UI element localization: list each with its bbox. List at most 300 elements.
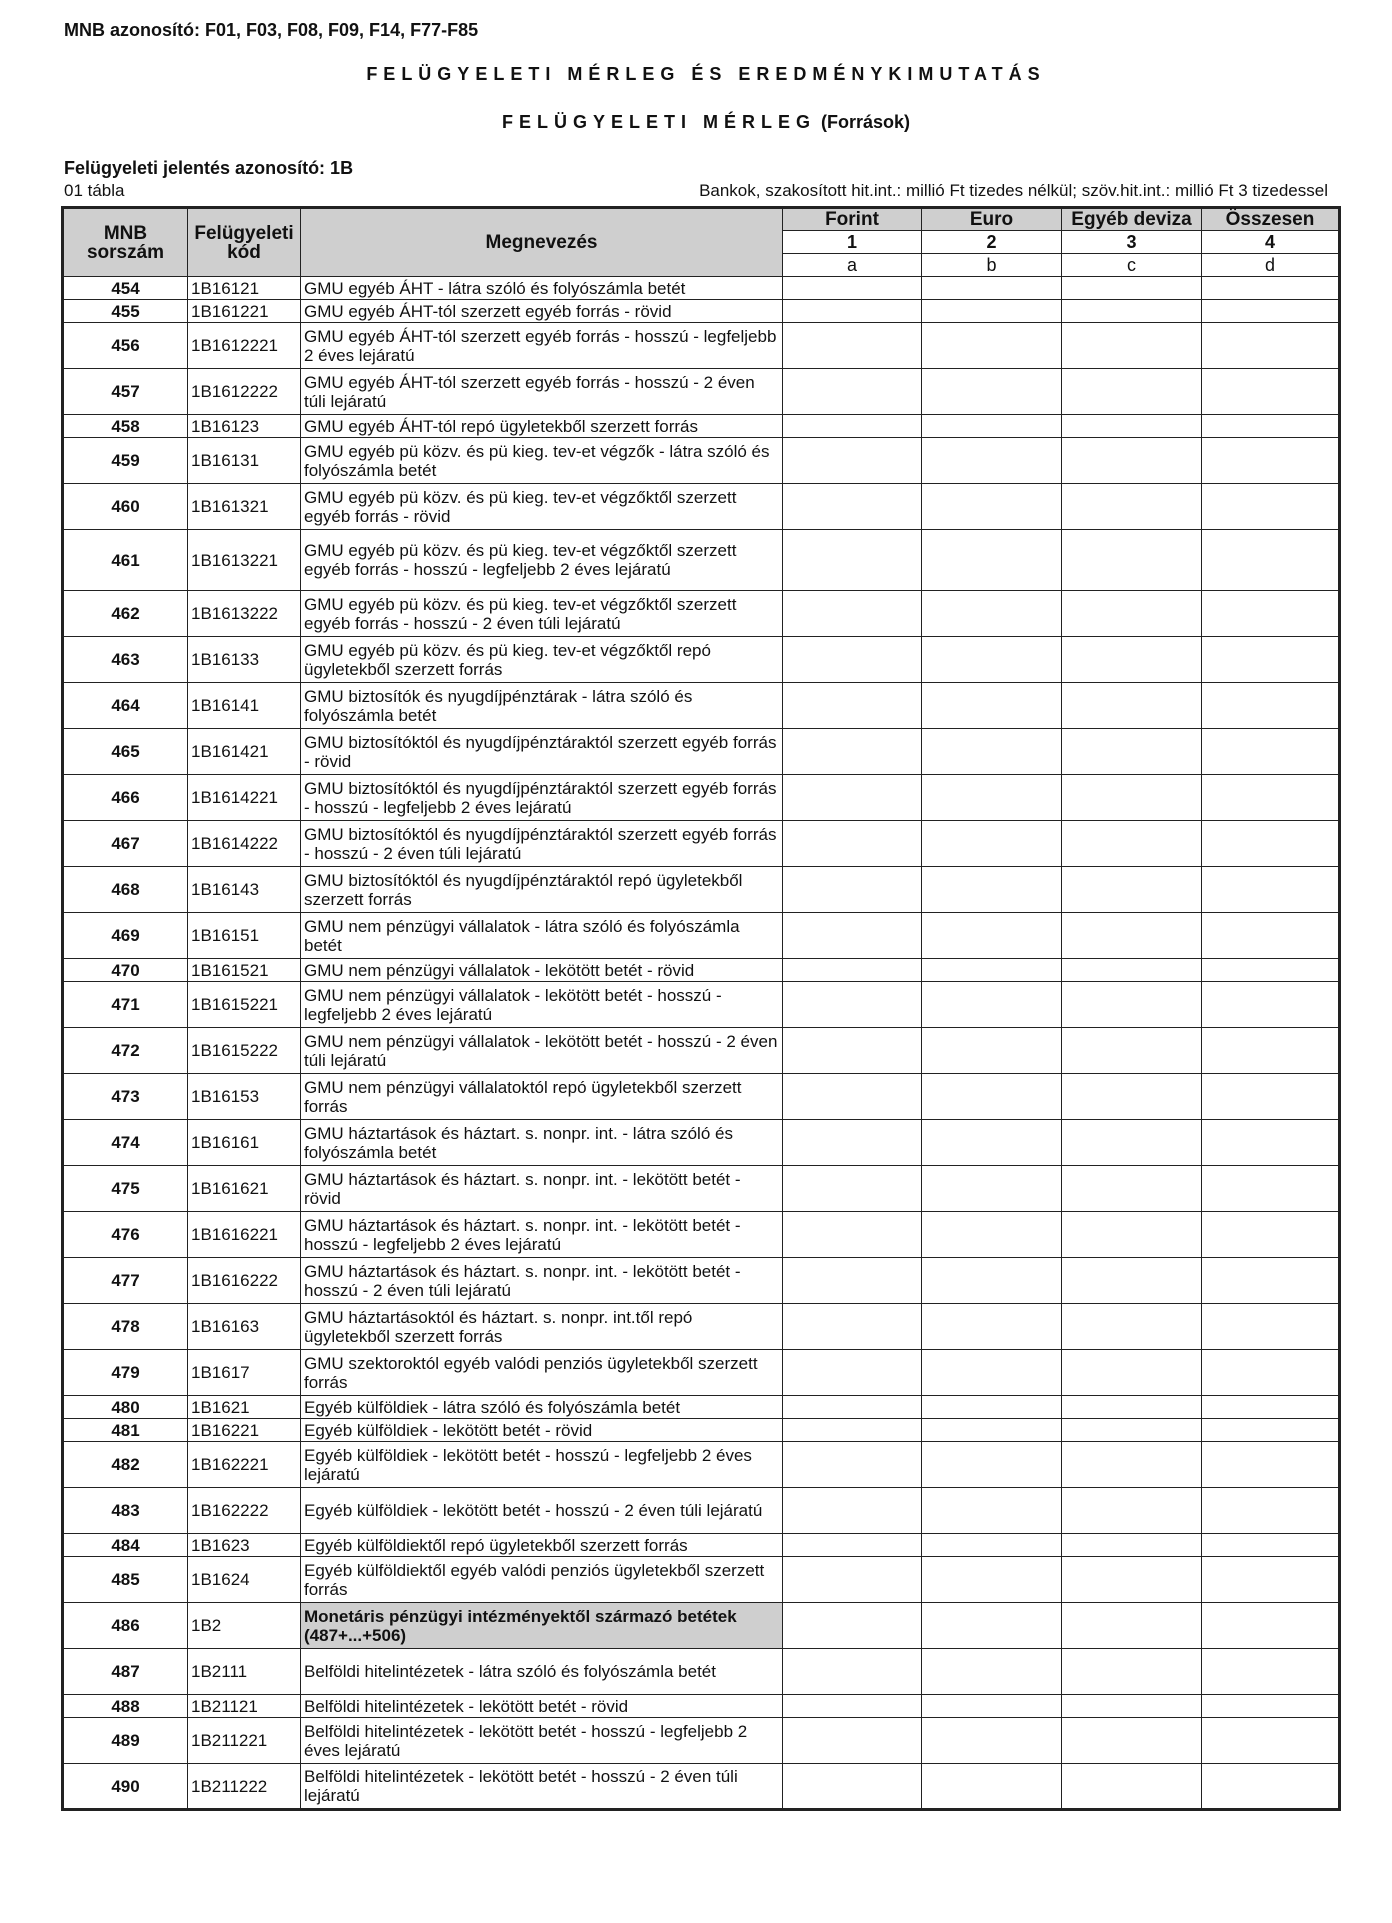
- row-number: 475: [63, 1166, 188, 1212]
- value-cell-forint: [783, 867, 922, 913]
- row-code: 1B1615222: [188, 1028, 301, 1074]
- value-cell-total: [1202, 637, 1340, 683]
- value-cell-other: [1062, 959, 1202, 982]
- value-cell-euro: [922, 591, 1062, 637]
- row-name: Egyéb külföldiektől repó ügyletekből szerzett forrás: [301, 1534, 783, 1557]
- value-cell-euro: [922, 1028, 1062, 1074]
- row-code: 1B1614221: [188, 775, 301, 821]
- value-cell-other: [1062, 1442, 1202, 1488]
- value-cell-total: [1202, 1120, 1340, 1166]
- row-name: GMU háztartások és háztart. s. nonpr. int. - látra szóló és folyószámla betét: [301, 1120, 783, 1166]
- table-number: 01 tábla: [64, 181, 125, 200]
- row-number: 490: [63, 1764, 188, 1810]
- row-number: 477: [63, 1258, 188, 1304]
- row-number: 460: [63, 484, 188, 530]
- col-code-header: Felügyeleti kód: [188, 208, 301, 277]
- col-total-header: Összesen: [1202, 208, 1340, 231]
- value-cell-other: [1062, 1718, 1202, 1764]
- value-cell-forint: [783, 1166, 922, 1212]
- value-cell-total: [1202, 1350, 1340, 1396]
- value-cell-euro: [922, 1442, 1062, 1488]
- value-cell-euro: [922, 821, 1062, 867]
- value-cell-total: [1202, 683, 1340, 729]
- value-cell-euro: [922, 1718, 1062, 1764]
- value-cell-other: [1062, 1603, 1202, 1649]
- value-cell-forint: [783, 1603, 922, 1649]
- value-cell-euro: [922, 1603, 1062, 1649]
- value-cell-other: [1062, 1488, 1202, 1534]
- value-cell-euro: [922, 415, 1062, 438]
- row-code: 1B2: [188, 1603, 301, 1649]
- value-cell-other: [1062, 591, 1202, 637]
- col-num: 3: [1062, 231, 1202, 254]
- value-cell-forint: [783, 1304, 922, 1350]
- table-row: [63, 1603, 1340, 1649]
- sub-title-paren: (Források): [821, 112, 911, 132]
- row-code: 1B161321: [188, 484, 301, 530]
- table-row: [63, 277, 1340, 300]
- value-cell-other: [1062, 729, 1202, 775]
- value-cell-total: [1202, 959, 1340, 982]
- value-cell-euro: [922, 1396, 1062, 1419]
- row-name: GMU háztartások és háztart. s. nonpr. int. - lekötött betét - hosszú - legfeljebb 2 éves lejáratú: [301, 1212, 783, 1258]
- value-cell-other: [1062, 1534, 1202, 1557]
- value-cell-total: [1202, 1442, 1340, 1488]
- row-number: 463: [63, 637, 188, 683]
- value-cell-euro: [922, 323, 1062, 369]
- value-cell-total: [1202, 1396, 1340, 1419]
- value-cell-total: [1202, 300, 1340, 323]
- row-name: Egyéb külföldiek - lekötött betét - rövid: [301, 1419, 783, 1442]
- value-cell-euro: [922, 1258, 1062, 1304]
- value-cell-forint: [783, 530, 922, 591]
- table-row: [63, 530, 1340, 591]
- row-number: 465: [63, 729, 188, 775]
- row-name: GMU háztartások és háztart. s. nonpr. int. - lekötött betét - rövid: [301, 1166, 783, 1212]
- row-number: 484: [63, 1534, 188, 1557]
- value-cell-total: [1202, 323, 1340, 369]
- value-cell-other: [1062, 323, 1202, 369]
- value-cell-total: [1202, 438, 1340, 484]
- value-cell-other: [1062, 1764, 1202, 1810]
- value-cell-total: [1202, 1419, 1340, 1442]
- table-row: [63, 1488, 1340, 1534]
- value-cell-forint: [783, 1695, 922, 1718]
- row-name: GMU nem pénzügyi vállalatok - lekötött betét - hosszú - 2 éven túli lejáratú: [301, 1028, 783, 1074]
- col-other-header: Egyéb deviza: [1062, 208, 1202, 231]
- value-cell-euro: [922, 1166, 1062, 1212]
- row-code: 1B1613221: [188, 530, 301, 591]
- value-cell-total: [1202, 1488, 1340, 1534]
- row-number: 462: [63, 591, 188, 637]
- value-cell-total: [1202, 484, 1340, 530]
- value-cell-total: [1202, 1028, 1340, 1074]
- value-cell-euro: [922, 1304, 1062, 1350]
- value-cell-euro: [922, 959, 1062, 982]
- value-cell-total: [1202, 913, 1340, 959]
- row-code: 1B1624: [188, 1557, 301, 1603]
- row-number: 488: [63, 1695, 188, 1718]
- table-row: [63, 591, 1340, 637]
- table-row: [63, 729, 1340, 775]
- row-number: 466: [63, 775, 188, 821]
- table-row: [63, 867, 1340, 913]
- value-cell-forint: [783, 438, 922, 484]
- value-cell-other: [1062, 530, 1202, 591]
- value-cell-forint: [783, 1442, 922, 1488]
- table-row: [63, 913, 1340, 959]
- row-name: GMU biztosítók és nyugdíjpénztárak - látra szóló és folyószámla betét: [301, 683, 783, 729]
- row-code: 1B1612221: [188, 323, 301, 369]
- value-cell-total: [1202, 1304, 1340, 1350]
- row-name: GMU háztartásoktól és háztart. s. nonpr. int.től repó ügyletekből szerzett forrás: [301, 1304, 783, 1350]
- row-number: 471: [63, 982, 188, 1028]
- row-code: 1B16143: [188, 867, 301, 913]
- row-number: 472: [63, 1028, 188, 1074]
- row-name: Egyéb külföldiek - lekötött betét - hosszú - 2 éven túli lejáratú: [301, 1488, 783, 1534]
- value-cell-total: [1202, 821, 1340, 867]
- row-code: 1B1623: [188, 1534, 301, 1557]
- row-number: 489: [63, 1718, 188, 1764]
- value-cell-forint: [783, 637, 922, 683]
- table-row: [63, 775, 1340, 821]
- table-row: [63, 1028, 1340, 1074]
- table-row: [63, 1764, 1340, 1810]
- row-name: GMU egyéb ÁHT-tól szerzett egyéb forrás - rövid: [301, 300, 783, 323]
- col-num: 4: [1202, 231, 1340, 254]
- col-letter: c: [1062, 254, 1202, 277]
- row-code: 1B16141: [188, 683, 301, 729]
- value-cell-forint: [783, 415, 922, 438]
- value-cell-euro: [922, 775, 1062, 821]
- row-name: GMU egyéb pü közv. és pü kieg. tev-et végzőktől szerzett egyéb forrás - rövid: [301, 484, 783, 530]
- table-row: [63, 1442, 1340, 1488]
- row-code: 1B1614222: [188, 821, 301, 867]
- value-cell-total: [1202, 530, 1340, 591]
- value-cell-other: [1062, 867, 1202, 913]
- value-cell-forint: [783, 369, 922, 415]
- table-row: [63, 1258, 1340, 1304]
- value-cell-other: [1062, 1166, 1202, 1212]
- value-cell-other: [1062, 415, 1202, 438]
- row-name: Belföldi hitelintézetek - lekötött betét - rövid: [301, 1695, 783, 1718]
- table-row: [63, 1557, 1340, 1603]
- sub-title: [0, 112, 1392, 133]
- col-letter: a: [783, 254, 922, 277]
- table-row: [63, 1649, 1340, 1695]
- unit-note: Bankok, szakosított hit.int.: millió Ft tizedes nélkül; szöv.hit.int.: millió Ft 3 tizedessel: [699, 181, 1328, 200]
- table-row: [63, 683, 1340, 729]
- row-code: 1B16121: [188, 277, 301, 300]
- balance-table: [61, 206, 1341, 1811]
- row-name: GMU egyéb ÁHT-tól szerzett egyéb forrás - hosszú - 2 éven túli lejáratú: [301, 369, 783, 415]
- value-cell-forint: [783, 913, 922, 959]
- value-cell-forint: [783, 1718, 922, 1764]
- value-cell-total: [1202, 1764, 1340, 1810]
- value-cell-euro: [922, 530, 1062, 591]
- row-code: 1B1617: [188, 1350, 301, 1396]
- value-cell-other: [1062, 1649, 1202, 1695]
- row-code: 1B16123: [188, 415, 301, 438]
- value-cell-other: [1062, 277, 1202, 300]
- value-cell-euro: [922, 277, 1062, 300]
- value-cell-euro: [922, 982, 1062, 1028]
- value-cell-forint: [783, 323, 922, 369]
- table-row: [63, 1120, 1340, 1166]
- row-code: 1B162221: [188, 1442, 301, 1488]
- row-name: GMU egyéb ÁHT-tól repó ügyletekből szerzett forrás: [301, 415, 783, 438]
- value-cell-forint: [783, 1028, 922, 1074]
- value-cell-other: [1062, 913, 1202, 959]
- row-name: GMU nem pénzügyi vállalatok - lekötött betét - hosszú - legfeljebb 2 éves lejáratú: [301, 982, 783, 1028]
- row-code: 1B16163: [188, 1304, 301, 1350]
- row-number: 478: [63, 1304, 188, 1350]
- value-cell-euro: [922, 913, 1062, 959]
- value-cell-euro: [922, 438, 1062, 484]
- value-cell-euro: [922, 1695, 1062, 1718]
- value-cell-forint: [783, 1419, 922, 1442]
- row-code: 1B211222: [188, 1764, 301, 1810]
- value-cell-euro: [922, 1074, 1062, 1120]
- value-cell-euro: [922, 867, 1062, 913]
- value-cell-total: [1202, 1166, 1340, 1212]
- row-number: 485: [63, 1557, 188, 1603]
- value-cell-forint: [783, 729, 922, 775]
- value-cell-total: [1202, 982, 1340, 1028]
- value-cell-total: [1202, 277, 1340, 300]
- row-number: 468: [63, 867, 188, 913]
- row-name: Egyéb külföldiek - látra szóló és folyószámla betét: [301, 1396, 783, 1419]
- table-row: [63, 369, 1340, 415]
- row-number: 473: [63, 1074, 188, 1120]
- table-row: [63, 1212, 1340, 1258]
- row-code: 1B1616221: [188, 1212, 301, 1258]
- value-cell-other: [1062, 1074, 1202, 1120]
- row-number: 455: [63, 300, 188, 323]
- row-number: 458: [63, 415, 188, 438]
- value-cell-forint: [783, 1396, 922, 1419]
- row-name: GMU nem pénzügyi vállalatok - látra szóló és folyószámla betét: [301, 913, 783, 959]
- value-cell-other: [1062, 1304, 1202, 1350]
- value-cell-forint: [783, 775, 922, 821]
- row-code: 1B21121: [188, 1695, 301, 1718]
- value-cell-euro: [922, 1350, 1062, 1396]
- table-row: [63, 1695, 1340, 1718]
- row-name: GMU nem pénzügyi vállalatoktól repó ügyletekből szerzett forrás: [301, 1074, 783, 1120]
- value-cell-forint: [783, 683, 922, 729]
- table-row: [63, 1419, 1340, 1442]
- value-cell-forint: [783, 959, 922, 982]
- row-name: Belföldi hitelintézetek - lekötött betét - hosszú - legfeljebb 2 éves lejáratú: [301, 1718, 783, 1764]
- value-cell-euro: [922, 637, 1062, 683]
- row-name: GMU egyéb ÁHT - látra szóló és folyószámla betét: [301, 277, 783, 300]
- row-name: GMU egyéb ÁHT-tól szerzett egyéb forrás - hosszú - legfeljebb 2 éves lejáratú: [301, 323, 783, 369]
- row-name: Belföldi hitelintézetek - lekötött betét - hosszú - 2 éven túli lejáratú: [301, 1764, 783, 1810]
- value-cell-other: [1062, 1212, 1202, 1258]
- col-forint-header: Forint: [783, 208, 922, 231]
- col-euro-header: Euro: [922, 208, 1062, 231]
- row-number: 464: [63, 683, 188, 729]
- value-cell-forint: [783, 982, 922, 1028]
- value-cell-euro: [922, 1557, 1062, 1603]
- value-cell-euro: [922, 683, 1062, 729]
- col-letter: b: [922, 254, 1062, 277]
- col-name-header: Megnevezés: [301, 208, 783, 277]
- row-code: 1B16161: [188, 1120, 301, 1166]
- value-cell-euro: [922, 300, 1062, 323]
- col-num: 2: [922, 231, 1062, 254]
- table-row: [63, 1350, 1340, 1396]
- row-code: 1B161221: [188, 300, 301, 323]
- value-cell-forint: [783, 1488, 922, 1534]
- value-cell-total: [1202, 1557, 1340, 1603]
- table-row: [63, 821, 1340, 867]
- value-cell-other: [1062, 1028, 1202, 1074]
- value-cell-other: [1062, 683, 1202, 729]
- value-cell-euro: [922, 1419, 1062, 1442]
- row-number: 454: [63, 277, 188, 300]
- value-cell-total: [1202, 1603, 1340, 1649]
- value-cell-forint: [783, 1350, 922, 1396]
- row-code: 1B16151: [188, 913, 301, 959]
- table-row: [63, 415, 1340, 438]
- value-cell-other: [1062, 775, 1202, 821]
- row-number: 461: [63, 530, 188, 591]
- value-cell-total: [1202, 369, 1340, 415]
- row-code: 1B1612222: [188, 369, 301, 415]
- value-cell-euro: [922, 729, 1062, 775]
- row-number: 486: [63, 1603, 188, 1649]
- row-name: GMU egyéb pü közv. és pü kieg. tev-et végzőktől szerzett egyéb forrás - hosszú - 2 éven túli lejáratú: [301, 591, 783, 637]
- row-name: GMU háztartások és háztart. s. nonpr. int. - lekötött betét - hosszú - 2 éven túli lejáratú: [301, 1258, 783, 1304]
- row-name: Belföldi hitelintézetek - látra szóló és folyószámla betét: [301, 1649, 783, 1695]
- value-cell-euro: [922, 1649, 1062, 1695]
- value-cell-forint: [783, 1212, 922, 1258]
- row-code: 1B16131: [188, 438, 301, 484]
- row-name: Monetáris pénzügyi intézményektől származó betétek (487+...+506): [301, 1603, 783, 1649]
- value-cell-other: [1062, 637, 1202, 683]
- row-name: Egyéb külföldiek - lekötött betét - hosszú - legfeljebb 2 éves lejáratú: [301, 1442, 783, 1488]
- row-number: 482: [63, 1442, 188, 1488]
- row-code: 1B1621: [188, 1396, 301, 1419]
- value-cell-euro: [922, 484, 1062, 530]
- value-cell-total: [1202, 1718, 1340, 1764]
- value-cell-total: [1202, 775, 1340, 821]
- row-number: 470: [63, 959, 188, 982]
- row-code: 1B162222: [188, 1488, 301, 1534]
- value-cell-forint: [783, 484, 922, 530]
- row-number: 456: [63, 323, 188, 369]
- value-cell-euro: [922, 1534, 1062, 1557]
- sub-title-main: FELÜGYELETI MÉRLEG: [501, 112, 816, 132]
- value-cell-total: [1202, 1649, 1340, 1695]
- col-num: 1: [783, 231, 922, 254]
- value-cell-forint: [783, 591, 922, 637]
- main-title: FELÜGYELETI MÉRLEG ÉS EREDMÉNYKIMUTATÁS: [366, 64, 1046, 84]
- col-mnb-header: MNB sorszám: [63, 208, 188, 277]
- row-code: 1B211221: [188, 1718, 301, 1764]
- row-code: 1B16153: [188, 1074, 301, 1120]
- row-number: 479: [63, 1350, 188, 1396]
- table-row: [63, 1074, 1340, 1120]
- value-cell-forint: [783, 1258, 922, 1304]
- value-cell-total: [1202, 1258, 1340, 1304]
- table-row: [63, 300, 1340, 323]
- row-number: 483: [63, 1488, 188, 1534]
- row-name: GMU egyéb pü közv. és pü kieg. tev-et végzőktől szerzett egyéb forrás - hosszú - legfeljebb 2 éves lejáratú: [301, 530, 783, 591]
- value-cell-total: [1202, 729, 1340, 775]
- table-row: [63, 959, 1340, 982]
- row-code: 1B161421: [188, 729, 301, 775]
- table-row: [63, 637, 1340, 683]
- value-cell-forint: [783, 821, 922, 867]
- table-row: [63, 484, 1340, 530]
- value-cell-other: [1062, 982, 1202, 1028]
- row-number: 467: [63, 821, 188, 867]
- table-row: [63, 438, 1340, 484]
- value-cell-total: [1202, 591, 1340, 637]
- row-code: 1B16133: [188, 637, 301, 683]
- row-code: 1B1616222: [188, 1258, 301, 1304]
- value-cell-other: [1062, 1350, 1202, 1396]
- value-cell-total: [1202, 867, 1340, 913]
- value-cell-other: [1062, 438, 1202, 484]
- value-cell-total: [1202, 1074, 1340, 1120]
- row-number: 457: [63, 369, 188, 415]
- row-code: 1B1615221: [188, 982, 301, 1028]
- row-number: 469: [63, 913, 188, 959]
- row-name: GMU biztosítóktól és nyugdíjpénztáraktól szerzett egyéb forrás - rövid: [301, 729, 783, 775]
- table-row: [63, 982, 1340, 1028]
- row-number: 474: [63, 1120, 188, 1166]
- row-name: GMU nem pénzügyi vállalatok - lekötött betét - rövid: [301, 959, 783, 982]
- table-row: [63, 1534, 1340, 1557]
- value-cell-forint: [783, 1557, 922, 1603]
- value-cell-total: [1202, 415, 1340, 438]
- value-cell-total: [1202, 1695, 1340, 1718]
- value-cell-other: [1062, 1695, 1202, 1718]
- value-cell-other: [1062, 369, 1202, 415]
- row-code: 1B161521: [188, 959, 301, 982]
- value-cell-total: [1202, 1212, 1340, 1258]
- value-cell-other: [1062, 300, 1202, 323]
- value-cell-other: [1062, 484, 1202, 530]
- row-code: 1B16221: [188, 1419, 301, 1442]
- value-cell-euro: [922, 1120, 1062, 1166]
- row-number: 459: [63, 438, 188, 484]
- value-cell-euro: [922, 369, 1062, 415]
- value-cell-euro: [922, 1764, 1062, 1810]
- row-name: GMU szektoroktól egyéb valódi penziós ügyletekből szerzett forrás: [301, 1350, 783, 1396]
- table-row: [63, 323, 1340, 369]
- value-cell-forint: [783, 277, 922, 300]
- value-cell-forint: [783, 1534, 922, 1557]
- table-row: [63, 1166, 1340, 1212]
- value-cell-euro: [922, 1488, 1062, 1534]
- mnb-id: MNB azonosító: F01, F03, F08, F09, F14, F77-F85: [64, 20, 479, 40]
- value-cell-euro: [922, 1212, 1062, 1258]
- value-cell-other: [1062, 1258, 1202, 1304]
- value-cell-other: [1062, 1120, 1202, 1166]
- row-code: 1B1613222: [188, 591, 301, 637]
- value-cell-forint: [783, 1649, 922, 1695]
- row-number: 476: [63, 1212, 188, 1258]
- table-row: [63, 1718, 1340, 1764]
- col-letter: d: [1202, 254, 1340, 277]
- value-cell-forint: [783, 300, 922, 323]
- row-name: GMU biztosítóktól és nyugdíjpénztáraktól szerzett egyéb forrás - hosszú - 2 éven túli lejáratú: [301, 821, 783, 867]
- value-cell-other: [1062, 821, 1202, 867]
